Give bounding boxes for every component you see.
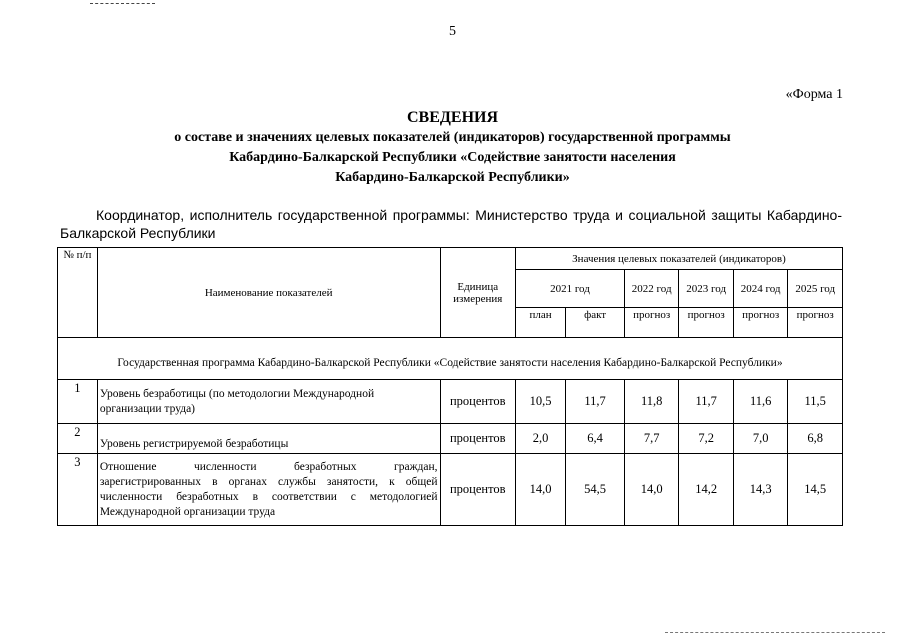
row-number: 2 <box>58 424 98 454</box>
value-cell: 11,7 <box>679 380 733 424</box>
row-number: 3 <box>58 454 98 526</box>
value-cell: 11,8 <box>624 380 678 424</box>
value-cell: 2,0 <box>515 424 565 454</box>
row-number: 1 <box>58 380 98 424</box>
value-cell: 14,0 <box>624 454 678 526</box>
scan-artifact <box>90 0 155 4</box>
header-sub-fact: факт <box>566 308 625 338</box>
value-cell: 7,2 <box>679 424 733 454</box>
header-year-2024: 2024 год <box>733 270 787 308</box>
header-num: № п/п <box>58 248 98 338</box>
indicators-table <box>57 247 843 526</box>
indicator-name: Уровень безработицы (по методологии Международной организации труда) <box>97 380 440 424</box>
header-year-2025: 2025 год <box>788 270 843 308</box>
title-line-1: о составе и значениях целевых показателей (индикаторов) государственной программы <box>174 130 731 145</box>
page-number: 5 <box>449 24 456 39</box>
value-cell: 10,5 <box>515 380 565 424</box>
table-row <box>58 424 843 454</box>
header-year-2021: 2021 год <box>515 270 624 308</box>
form-label: «Форма 1 <box>785 87 843 102</box>
header-year-2022: 2022 год <box>624 270 678 308</box>
table-row <box>58 454 843 526</box>
value-cell: 6,4 <box>566 424 625 454</box>
value-cell: 7,0 <box>733 424 787 454</box>
value-cell: 14,2 <box>679 454 733 526</box>
indicator-name: Отношение численности безработных граждан, зарегистрированных в органах службы занятости, к общей численности безработных в соответствии с методологией Международной организации труда <box>97 454 440 526</box>
header-values-group: Значения целевых показателей (индикаторов) <box>515 248 842 270</box>
indicator-name: Уровень регистрируемой безработицы <box>97 424 440 454</box>
header-unit: Единица измерения <box>440 248 515 338</box>
value-cell: 11,5 <box>788 380 843 424</box>
header-sub-forecast: прогноз <box>679 308 733 338</box>
value-cell: 11,7 <box>566 380 625 424</box>
value-cell: 11,6 <box>733 380 787 424</box>
indicator-unit: процентов <box>440 454 515 526</box>
header-sub-forecast: прогноз <box>733 308 787 338</box>
coordinator-paragraph: Координатор, исполнитель государственной программы: Министерство труда и социальной защиты Кабардино-Балкарской Республики <box>60 207 842 241</box>
header-name: Наименование показателей <box>97 248 440 338</box>
header-sub-plan: план <box>515 308 565 338</box>
value-cell: 54,5 <box>566 454 625 526</box>
title-main: СВЕДЕНИЯ <box>406 109 499 126</box>
value-cell: 6,8 <box>788 424 843 454</box>
scan-artifact <box>665 632 885 635</box>
header-sub-forecast: прогноз <box>788 308 843 338</box>
title-line-2: Кабардино-Балкарской Республики «Содействие занятости населения <box>229 150 676 165</box>
value-cell: 14,5 <box>788 454 843 526</box>
document-title <box>60 108 845 188</box>
indicator-unit: процентов <box>440 380 515 424</box>
value-cell: 14,3 <box>733 454 787 526</box>
title-line-3: Кабардино-Балкарской Республики» <box>335 170 570 185</box>
header-year-2023: 2023 год <box>679 270 733 308</box>
value-cell: 14,0 <box>515 454 565 526</box>
header-sub-forecast: прогноз <box>624 308 678 338</box>
value-cell: 7,7 <box>624 424 678 454</box>
indicator-unit: процентов <box>440 424 515 454</box>
table-row <box>58 380 843 424</box>
program-row: Государственная программа Кабардино-Балкарской Республики «Содействие занятости населения Кабардино-Балкарской Республики» <box>58 347 843 380</box>
